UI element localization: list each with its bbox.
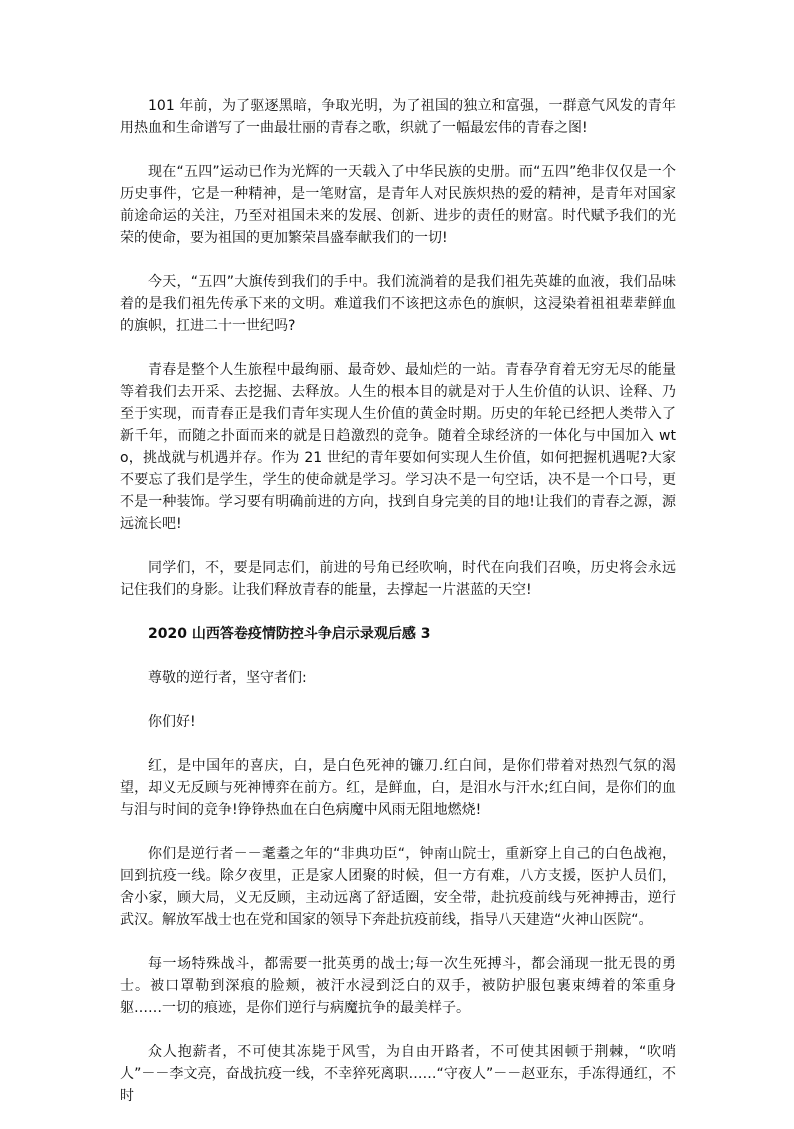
paragraph-5: 同学们，不，要是同志们，前进的号角已经吹响，时代在向我们召唤，历史将会永远记住我们的身影。让我们释放青春的能量，去撑起一片湛蓝的天空! bbox=[120, 560, 676, 598]
document-body bbox=[120, 95, 676, 1129]
paragraph-4: 青春是整个人生旅程中最绚丽、最奇妙、最灿烂的一站。青春孕育着无穷无尽的能量等着我们去开采、去挖掘、去释放。人生的根本目的就是对于人生价值的认识、诠释、乃至于实现，而青春正是我们青年实现人生价值的黄金时期。历史的年轮已经把人类带入了新千年，而随之扑面而来的就是日趋激烈的竞争。随着全球经济的一体化与中国加入 wto，挑战就与机遇并存。作为 21 世纪的青年要如何实现人生价值，如何把握机遇呢?大家不要忘了我们是学生，学生的使命就是学习。学习决不是一句空话，决不是一个口号，更不是一种装饰。学习要有明确前进的方向，找到自身完美的目的地!让我们的青春之源，源远流长吧! bbox=[120, 362, 676, 532]
paragraph-red-white: 红，是中国年的喜庆，白，是白色死神的镰刀.红白间，是你们带着对热烈气氛的渴望，却义无反顾与死神博弈在前方。红，是鲜血，白，是泪水与汗水;红白间，是你们的血与泪与时间的竞争!铮铮热血在白色病魔中风雨无阻地燃烧! bbox=[120, 758, 676, 818]
paragraph-whistleblower: 众人抱薪者，不可使其冻毙于风雪，为自由开路者，不可使其困顿于荆棘，“吹哨人”－－李文亮，奋战抗疫一线，不幸猝死离职……“守夜人”－－赵亚东，手冻得通红，不时 bbox=[120, 1044, 676, 1104]
paragraph-battle: 每一场特殊战斗，都需要一批英勇的战士;每一次生死搏斗，都会涌现一批无畏的勇士。被口罩勒到深痕的脸颊，被汗水浸到泛白的双手，被防护服包裹束缚着的笨重身躯……一切的痕迹，是你们逆行与病魔抗争的最美样子。 bbox=[120, 956, 676, 1016]
salutation: 尊敬的逆行者，坚守者们: bbox=[148, 670, 307, 686]
paragraph-retrogrades: 你们是逆行者－－耄耋之年的“非典功臣“，钟南山院士，重新穿上自己的白色战袍，回到抗疫一线。除夕夜里，正是家人团聚的时候，但一方有难，八方支援，医护人员们，舍小家，顾大局，义无反顾，主动远离了舒适圈，安全带，赴抗疫前线与死神搏击，逆行武汉。解放军战士也在党和国家的领导下奔赴抗疫前线，指导八天建造“火神山医院“。 bbox=[120, 846, 676, 928]
paragraph-1: 101 年前，为了驱逐黑暗，争取光明，为了祖国的独立和富强，一群意气风发的青年用热血和生命谱写了一曲最壮丽的青春之歌，织就了一幅最宏伟的青春之图! bbox=[120, 98, 676, 136]
section-heading: 2020 山西答卷疫情防控斗争启示录观后感 3 bbox=[148, 626, 431, 642]
paragraph-3: 今天，“五四”大旗传到我们的手中。我们流淌着的是我们祖先英雄的血液，我们品味着的是我们祖先传承下来的文明。难道我们不该把这赤色的旗帜，这浸染着祖祖辈辈鲜血的旗帜，扛进二十一世纪吗? bbox=[120, 274, 676, 334]
paragraph-2: 现在“五四”运动已作为光辉的一天载入了中华民族的史册。而“五四”绝非仅仅是一个历史事件，它是一种精神，是一笔财富，是青年人对民族炽热的爱的精神，是青年对国家前途命运的关注，乃至对祖国未来的发展、创新、进步的责任的财富。时代赋予我们的光荣的使命，要为祖国的更加繁荣昌盛奉献我们的一切! bbox=[120, 164, 676, 246]
greeting: 你们好! bbox=[148, 714, 196, 730]
